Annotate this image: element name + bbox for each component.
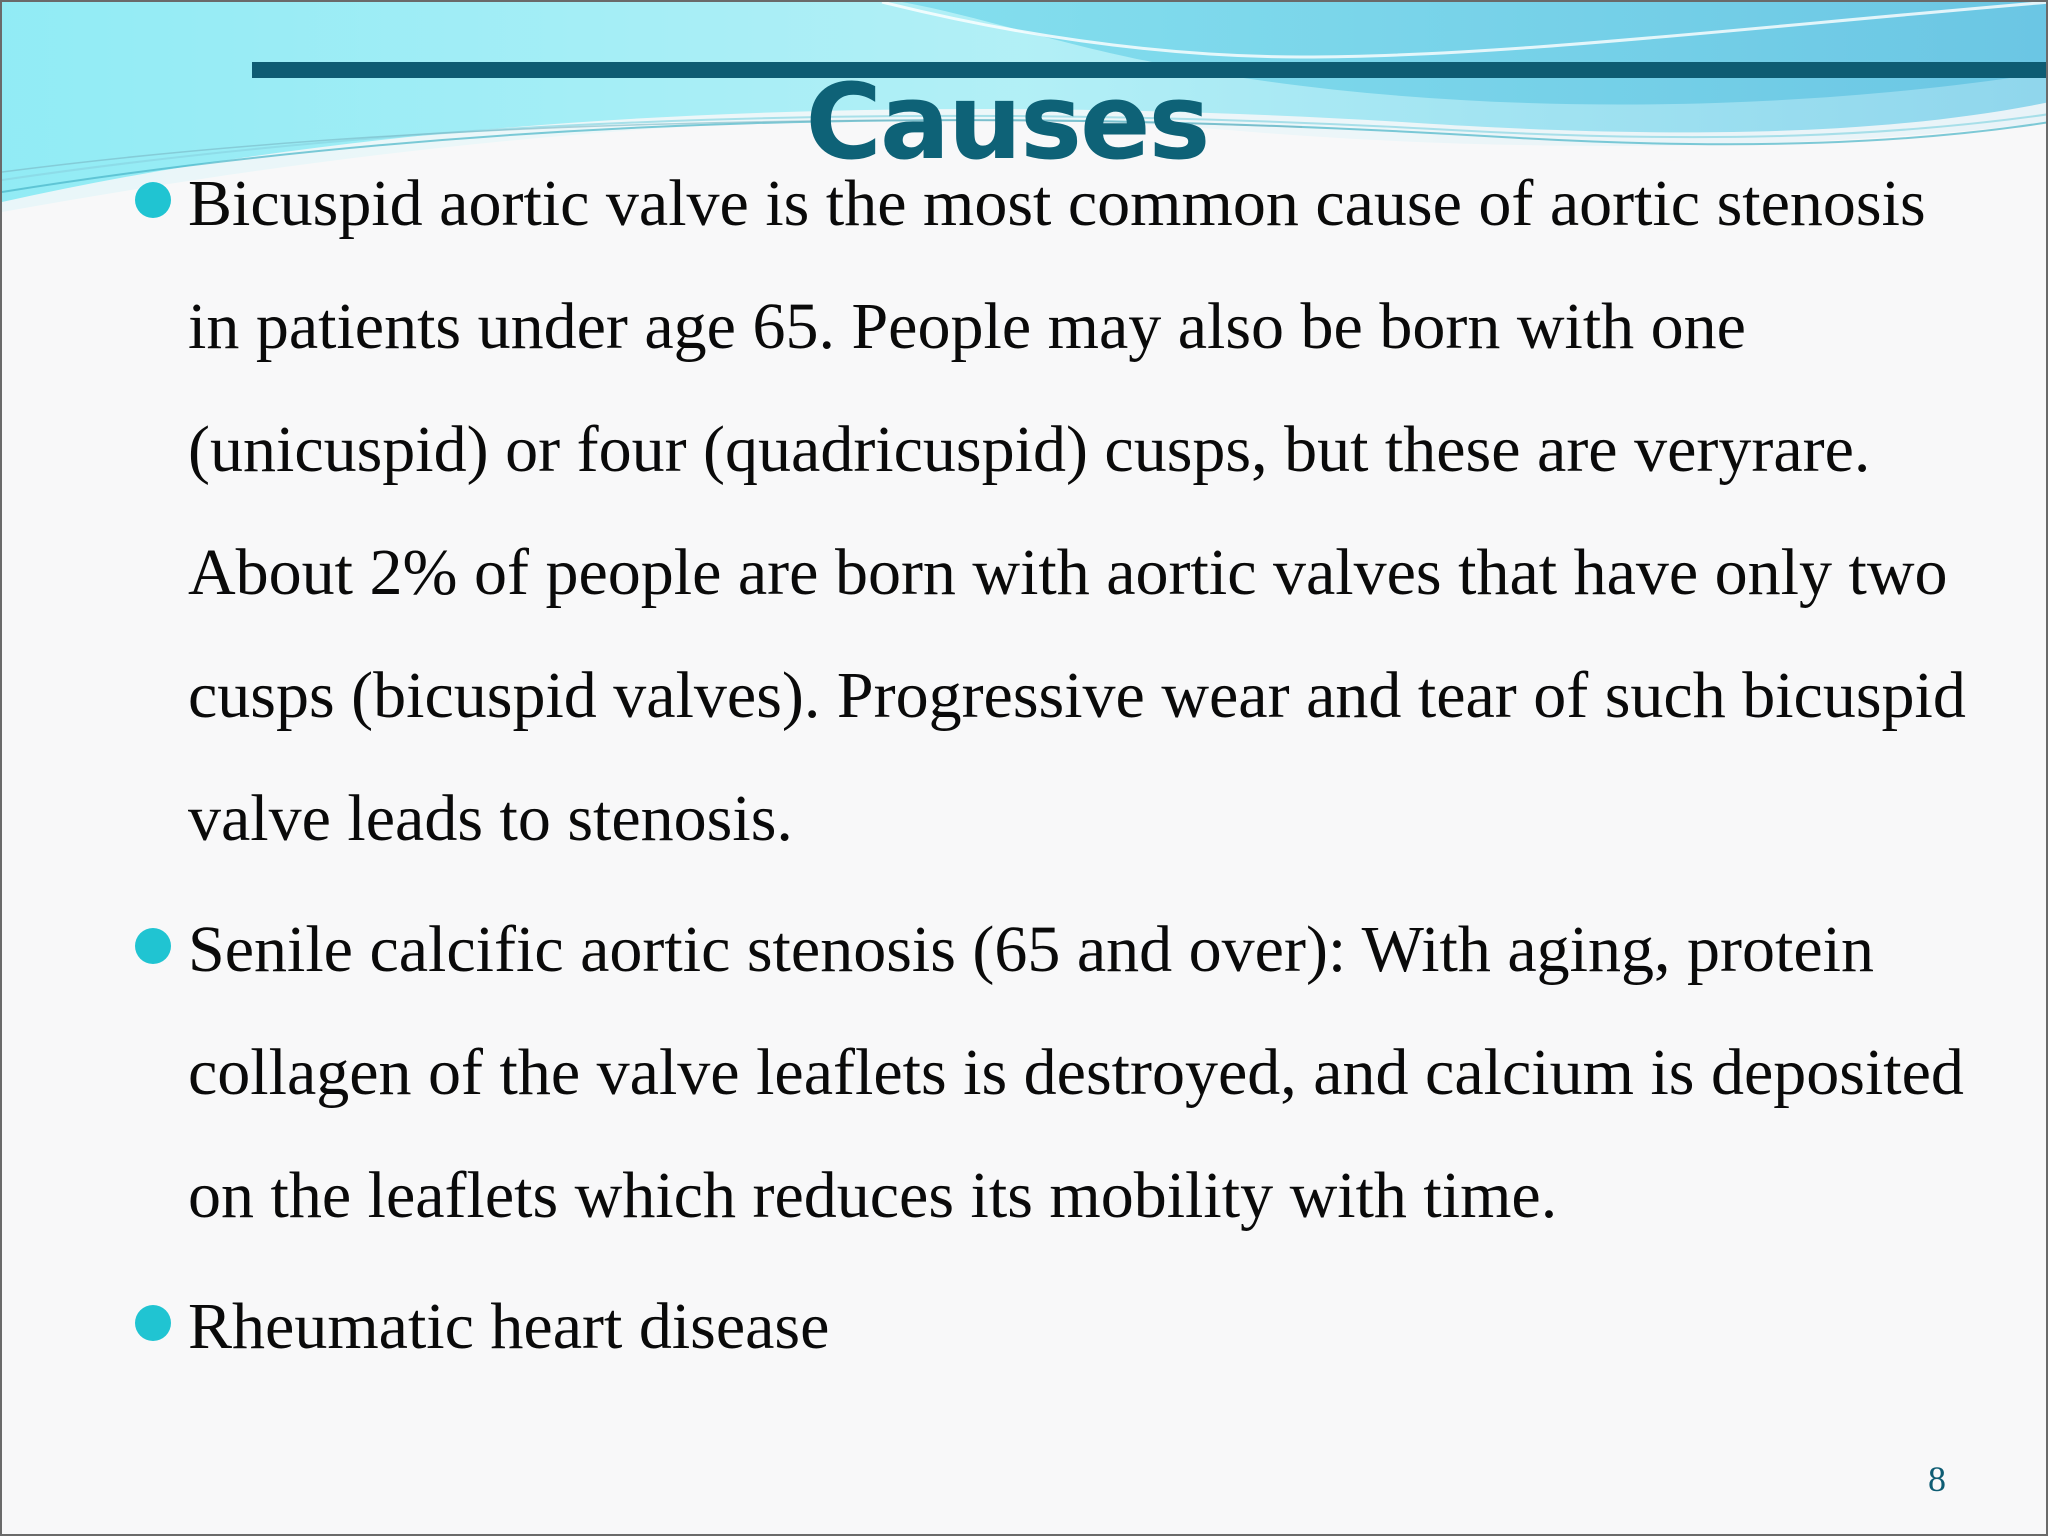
bullet-text: Senile calcific aortic stenosis (65 and over): With aging, protein collagen of the valve leaflets is destroyed, and calcium is deposited on the leaflets which reduces its mobility with time. (188, 913, 1964, 1232)
bullet-item (132, 888, 1992, 1257)
bullet-dot-icon (135, 928, 171, 964)
bullet-item (132, 1265, 1992, 1388)
slide-title: Causes (805, 61, 1209, 183)
bullet-list (132, 142, 1992, 1396)
page-number: 8 (1928, 1459, 1946, 1499)
bullet-text: Rheumatic heart disease (188, 1290, 830, 1363)
bullet-dot-icon (135, 1305, 171, 1341)
bullet-text: Bicuspid aortic valve is the most common cause of aortic stenosis in patients under age 65. People may also be born with one (unicuspid) or four (quadricuspid) cusps, but these are veryrare. About 2% of people are born with aortic valves that have only two cusps (bicuspid valves). Progressive wear and tear of such bicuspid valve leads to stenosis. (188, 167, 1966, 855)
bullet-dot-icon (135, 182, 171, 218)
bullet-item (132, 142, 1992, 880)
